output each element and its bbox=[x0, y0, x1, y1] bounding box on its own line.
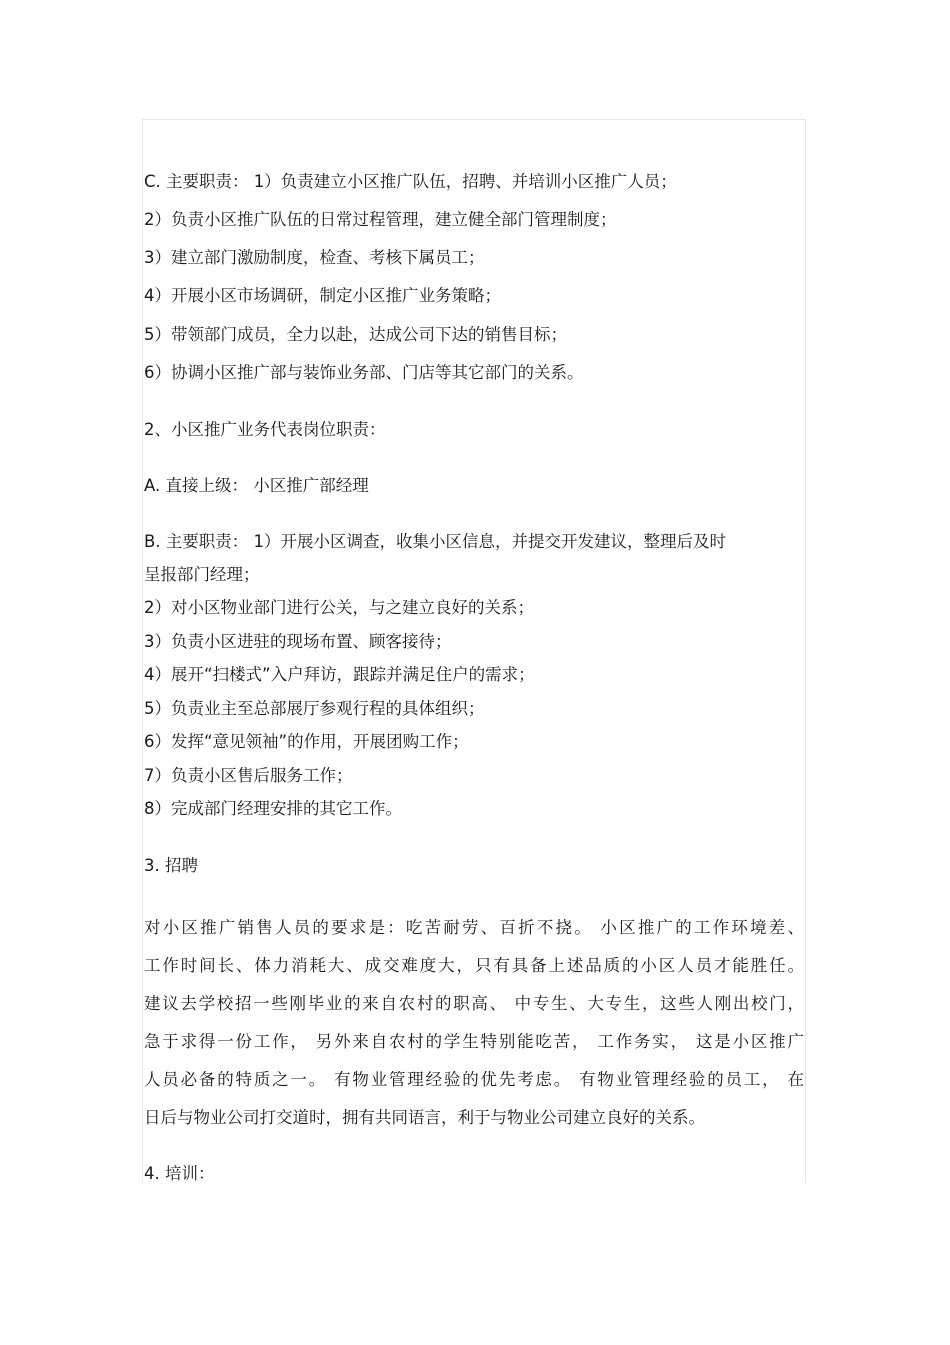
section-heading-2: 2、小区推广业务代表岗位职责： bbox=[144, 420, 386, 439]
duty-item-6: 6）协调小区推广部与装饰业务部、门店等其它部门的关系。 bbox=[144, 363, 584, 382]
recruit-paragraph-line-1: 对小区推广销售人员的要求是：吃苦耐劳、百折不挠。 小区推广的工作环境差、 bbox=[144, 918, 804, 937]
rep-duty-5: 5）负责业主至总部展厅参观行程的具体组织； bbox=[144, 699, 485, 718]
duty-b-line: B. 主要职责： 1）开展小区调查，收集小区信息，并提交开发建议，整理后及时 bbox=[144, 532, 727, 551]
duty-item-4: 4）开展小区市场调研，制定小区推广业务策略； bbox=[144, 286, 501, 305]
duty-b-continuation: 呈报部门经理； bbox=[144, 565, 260, 584]
rep-duty-8: 8）完成部门经理安排的其它工作。 bbox=[144, 799, 402, 818]
rep-duty-6: 6）发挥“意见领袖”的作用，开展团购工作； bbox=[144, 732, 469, 751]
recruit-paragraph-line-5: 人员必备的特质之一。 有物业管理经验的优先考虑。 有物业管理经验的员工， 在 bbox=[144, 1070, 804, 1089]
section-heading-3: 3. 招聘 bbox=[144, 856, 198, 875]
rep-duty-7: 7）负责小区售后服务工作； bbox=[144, 766, 353, 785]
rep-duty-2: 2）对小区物业部门进行公关，与之建立良好的关系； bbox=[144, 598, 534, 617]
recruit-paragraph-line-4: 急于求得一份工作， 另外来自农村的学生特别能吃苦， 工作务实， 这是小区推广 bbox=[144, 1032, 804, 1051]
supervisor-line: A. 直接上级： 小区推广部经理 bbox=[144, 476, 369, 495]
recruit-paragraph-line-2: 工作时间长、体力消耗大、成交难度大，只有具备上述品质的小区人员才能胜任。 bbox=[144, 956, 804, 975]
recruit-paragraph-line-6: 日后与物业公司打交道时，拥有共同语言，利于与物业公司建立良好的关系。 bbox=[144, 1108, 705, 1127]
rep-duty-4: 4）展开“扫楼式”入户拜访，跟踪并满足住户的需求； bbox=[144, 665, 535, 684]
recruit-paragraph-line-3: 建议去学校招一些刚毕业的来自农村的职高、 中专生、大专生，这些人刚出校门， bbox=[144, 994, 804, 1013]
duty-item-3: 3）建立部门激励制度，检查、考核下属员工； bbox=[144, 248, 485, 267]
rep-duty-3: 3）负责小区进驻的现场布置、顾客接待； bbox=[144, 632, 452, 651]
section-heading-4: 4. 培训： bbox=[144, 1164, 215, 1183]
duty-c-line: C. 主要职责： 1）负责建立小区推广队伍，招聘、并培训小区推广人员； bbox=[144, 172, 677, 191]
duty-item-2: 2）负责小区推广队伍的日常过程管理，建立健全部门管理制度； bbox=[144, 210, 617, 229]
duty-item-5: 5）带领部门成员，全力以赴，达成公司下达的销售目标； bbox=[144, 325, 567, 344]
